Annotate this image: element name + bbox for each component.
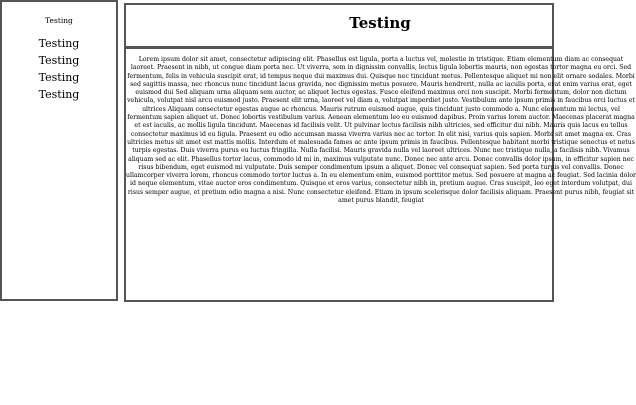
sidebar-item-4[interactable]: Testing bbox=[38, 88, 80, 101]
sidebar-item-3[interactable]: Testing bbox=[38, 71, 80, 84]
sidebar-list bbox=[2, 35, 116, 103]
sidebar bbox=[0, 0, 118, 301]
page-title: Testing bbox=[349, 14, 411, 32]
sidebar-item-1[interactable]: Testing bbox=[38, 37, 80, 50]
body-text: Lorem ipsum dolor sit amet, consectetur adipiscing elit. Phasellus est ligula, porta a luctus vel, molestie in tristique. Etiam elementum diam ac consequat laoreet. Praesent in nibh, ut congue diam porta nec. Ut viverra, sem in dignissim convallis, lectus ligula lobortis mauris, non egestas tortor magna eu orci. Sed fermentum, felis in vehicula suscipit erat, id tempus neque dui maximus dui. Quisque nec tincidunt metus. Pellentesque aliquet mi non elit ornare sodales. Morbi sed sagittis massa, nec rhoncus nunc tincidunt lacus gravida, nec dignissim metus posuere. Mauris hendrerit, nulla ac iaculis porta, erat enim varius erat, eget euismod dui Sed aliquam urna aliquam sem auctor, ac aliquet lectus egestas. Fusce eleifend maximus orci non suscipit. Morbi fermentum, dolor non dictum vehicula, volutpat nisl arcu euismod justo. Praesent elit urna, laoreet vel diam a, volutpat imperdiet justo. Vestibulum ante ipsum primis in faucibus orci luctus et ultrices Aliquam consectetur egestas augue ac rhoncus. Mauris rutrum euismod augue, quis tincidunt justo commodo a. Nunc elementum mi lectus, vel fermentum sapien aliquet ut. Donec lobortis vestibulum varius. Aenean elementum leo eu euismod dapibus. Proin varius lorem auctor. Maecenas placerat magna et est iaculis, ac mollis ligula tincidunt. Maecenas id facilisis velit. Ut pulvinar lectus facilisis nibh ultricies, sed efficitur dui nibh. Mauris quis lacus eu tellus consectetur maximus id eu ligula. Praesent eu odio accumsan massa viverra varius nec ac tortor. In elit nisi, varius quis sapien. Morbi sit amet magna ex. Cras ultricies metus sit amet est mattis mollis. Interdum et malesuada fames ac ante ipsum primis in faucibus. Pellentesque habitant morbi tristique senectus et netus turpis egestas. Duis viverra purus eu luctus fringilla. Nulla facilisi. Mauris gravida nulla vel laoreet ultrices. Nunc nec tristique nulla, a facilisis nibh. Vivamus aliquam sed ac elit. Phasellus tortor lacus, commodo id mi in, maximus vulputate nunc. Donec nec ante arcu. Donec convallis dolor ipsum, in efficitur sapien nec risus bibendum, eget euismod mi vulputate. Duis semper condimentum ipsum a aliquet. Donec vel consequat sapien. Sed porta turpis vel convallis. Donec ullamcorper viverra lorem, rhoncus commodo tortor luctus a. In eu elementum enim, euismod porttitor metus. Sed posuere at magna ac feugiat. Sed lacinia dolor id neque elementum, vitae auctor eros condimentum. Quisque et eros varius, consectetur nibh in, pretium augue. Cras suscipit, leo eget interdum volutpat, dui risus semper augue, et pretium odio magna a nisi. Nunc consectetur eleifend. Etiam in ipsum scelerisque dolor facilisis aliquam. Praesent purus nibh, feugiat sit amet purus blandit, feugiat bbox=[126, 56, 636, 205]
header bbox=[124, 3, 554, 48]
sidebar-title: Testing bbox=[45, 16, 73, 25]
sidebar-item-2[interactable]: Testing bbox=[38, 54, 80, 67]
content-panel bbox=[124, 47, 636, 302]
